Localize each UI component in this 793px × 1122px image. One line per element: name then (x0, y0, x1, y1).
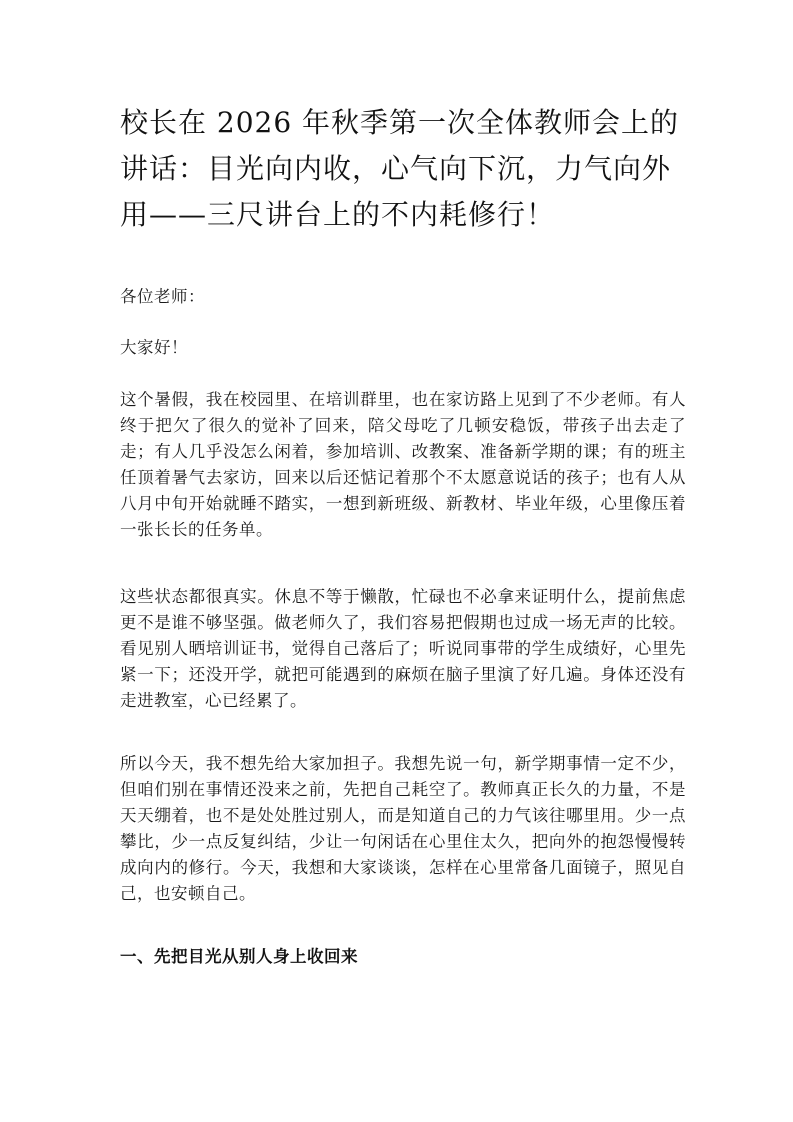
salutation: 各位老师： (120, 287, 205, 306)
paragraph-summer: 这个暑假，我在校园里、在培训群里，也在家访路上见到了不少老师。有人终于把欠了很久的觉补了回来，陪父母吃了几顿安稳饭，带孩子出去走了走；有人几乎没怎么闲着，参加培训、改教案、准备新学期的课；有的班主任顶着暑气去家访，回来以后还惦记着那个不太愿意说话的孩子；也有人从八月中旬开始就睡不踏实，一想到新班级、新教材、毕业年级，心里像压着一张长长的任务单。 (120, 390, 686, 539)
section-heading: 一、先把目光从别人身上收回来 (120, 947, 358, 966)
paragraph-states: 这些状态都很真实。休息不等于懒散，忙碌也不必拿来证明什么，提前焦虑更不是谁不够坚强。做老师久了，我们容易把假期也过成一场无声的比较。看见别人晒培训证书，觉得自己落后了；听说同事带的学生成绩好，心里先紧一下；还没开学，就把可能遇到的麻烦在脑子里演了好几遍。身体还没有走进教室，心已经累了。 (120, 587, 686, 710)
speech-title: 校长在 2026 年秋季第一次全体教师会上的讲话：目光向内收，心气向下沉，力气向外用——三尺讲台上的不内耗修行！ (120, 106, 680, 231)
greeting: 大家好！ (120, 338, 188, 357)
paragraph-today: 所以今天，我不想先给大家加担子。我想先说一句，新学期事情一定不少，但咱们别在事情还没来之前，先把自己耗空了。教师真正长久的力量，不是天天绷着，也不是处处胜过别人，而是知道自己的力气该往哪里用。少一点攀比，少一点反复纠结，少让一句闲话在心里住太久，把向外的抱怨慢慢转成向内的修行。今天，我想和大家谈谈，怎样在心里常备几面镜子，照见自己，也安顿自己。 (120, 754, 686, 903)
